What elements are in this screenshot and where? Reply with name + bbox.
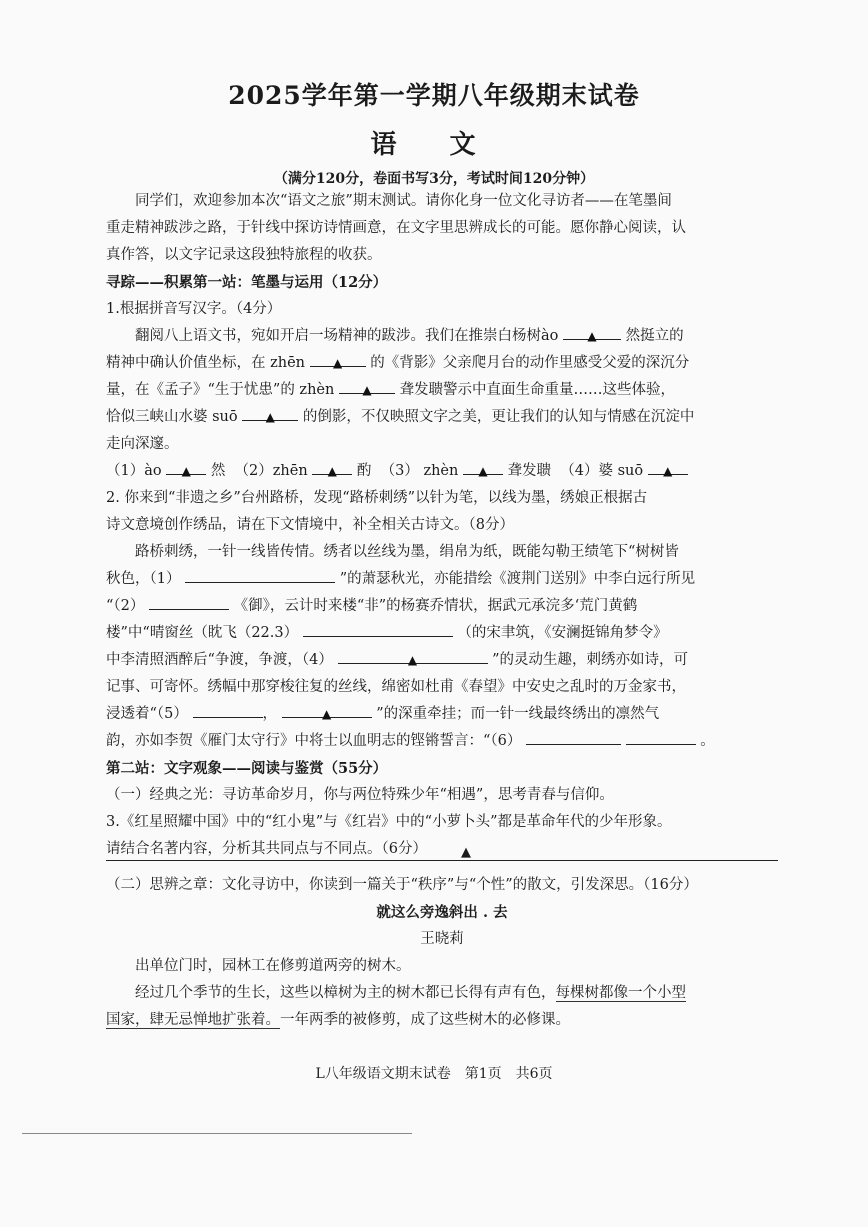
essay-title: 就这么旁逸斜出 . 去 xyxy=(376,904,508,921)
intro-line: 同学们，欢迎参加本次“语文之旅”期末测试。请你化身一位文化寻访者——在笔墨间 xyxy=(135,193,672,209)
q2-line: 秋色，（1） ”的萧瑟秋光，亦能措绘《渡荆门送别》中李白远行所见 xyxy=(106,566,778,593)
intro-line: 真作答，以文字记录这段独特旅程的收获。 xyxy=(106,247,382,263)
triangle-marker-icon: ▲ xyxy=(587,329,597,343)
underlined-text: 国家，肆无忌惮地扩张着。 xyxy=(106,1012,280,1028)
underlined-text: 每棵树都像一个小型 xyxy=(555,985,686,1001)
answer-blank[interactable] xyxy=(626,728,696,745)
triangle-marker-icon: ▲ xyxy=(181,464,191,478)
exam-title: 2025学年第一学期八年级期末试卷 xyxy=(228,81,640,110)
answer-blank[interactable] xyxy=(526,728,621,745)
q1-line: 恰似三峡山水婆 suō ▲ 的倒影，不仅映照文字之美，更让我们的认知与情感在沉淀中 xyxy=(106,404,778,431)
q3-line: 请结合名著内容，分析其共同点与不同点。（6分） xyxy=(106,841,427,857)
exam-body xyxy=(106,188,778,863)
q3-line: 3.《红星照耀中国》中的“红小鬼”与《红岩》中的“小萝卜头”都是革命年代的少年形象。 xyxy=(106,814,672,830)
q1-line: 翻阅八上语文书，宛如开启一场精神的跋涉。我们在推崇白杨树ào ▲ 然挺立的 xyxy=(106,323,778,350)
essay-paragraph: 经过几个季节的生长，这些以樟树为主的树木都已长得有声有色，每棵树都像一个小型 xyxy=(135,985,686,1001)
q1-line: 量，在《孟子》“生于忧患”的 zhèn ▲ 聋发聩警示中直面生命重量……这些体验， xyxy=(106,377,778,404)
answer-blank[interactable] xyxy=(339,377,395,397)
triangle-marker-icon: ▲ xyxy=(265,410,275,424)
answer-line[interactable] xyxy=(106,860,778,861)
answer-blank[interactable] xyxy=(193,701,263,718)
answer-blank[interactable] xyxy=(310,350,366,370)
intro-line: 重走精神跋涉之路，于针线中探访诗情画意，在文字里思辨成长的可能。愿你静心阅读，认 xyxy=(106,220,686,236)
part2-heading: （二）思辨之章：文化寻访中，你读到一篇关于“秩序”与“个性”的散文，引发深思。（16分） xyxy=(106,877,698,893)
answer-blank[interactable] xyxy=(563,323,621,343)
essay-paragraph: 国家，肆无忌惮地扩张着。一年两季的被修剪，成了这些树木的必修课。 xyxy=(106,1012,570,1028)
subject-title: 语 文 xyxy=(370,130,498,160)
answer-blank[interactable] xyxy=(338,647,488,667)
exam-meta: （满分120分，卷面书写3分，考试时间120分钟） xyxy=(273,171,595,187)
q2-line: 路桥刺绣，一针一线皆传情。绣者以丝线为墨，绢帛为纸，既能勾勒王绩笔下“树树皆 xyxy=(135,544,679,560)
answer-blank[interactable] xyxy=(648,458,688,478)
answer-blank[interactable] xyxy=(166,458,206,478)
triangle-marker-icon: ▲ xyxy=(663,464,673,478)
q1-line: 走向深邃。 xyxy=(106,436,179,452)
q2-line: “（2） 《御》，云计时来楼“非”的杨赛乔情状，据武元承浣多‘荒门黄鹤 xyxy=(106,593,778,620)
q1-line: 精神中确认价值坐标，在 zhēn ▲ 的《背影》父亲爬月台的动作里感受父爱的深沉分 xyxy=(106,350,778,377)
triangle-marker-icon: ▲ xyxy=(407,653,418,667)
triangle-marker-icon: ▲ xyxy=(321,707,332,721)
page-footer: L八年级语文期末试卷 第1页 共6页 xyxy=(315,1066,553,1082)
q2-line: 楼”中“晴窗丝（眈飞（22.3） （的宋聿筑，《安澜挺锦角梦令》 xyxy=(106,620,778,647)
triangle-marker-icon: ▲ xyxy=(362,383,372,397)
q2-line: 浸透着“（5） ， ▲ ”的深重牵挂；而一针一线最终绣出的凛然气 xyxy=(106,701,778,728)
answer-blank[interactable] xyxy=(463,458,503,478)
station1-heading: 寻踪——积累第一站：笔墨与运用（12分） xyxy=(106,274,388,291)
answer-blank[interactable] xyxy=(312,458,352,478)
divider xyxy=(22,1133,412,1134)
triangle-marker-icon: ▲ xyxy=(327,464,337,478)
q2-line: 2. 你来到“非遗之乡”台州路桥，发现“路桥刺绣”以针为笔，以线为墨，绣娘正根据古 xyxy=(106,490,648,506)
triangle-marker-icon: ▲ xyxy=(461,845,471,860)
q2-line: 中李清照酒醉后“争渡，争渡，（4） ▲ ”的灵动生趣，刺绣亦如诗，可 xyxy=(106,647,778,674)
triangle-marker-icon: ▲ xyxy=(478,464,488,478)
answer-blank[interactable] xyxy=(242,404,298,424)
answer-blank[interactable] xyxy=(282,701,372,721)
answer-blank[interactable] xyxy=(185,566,335,583)
part1-heading: （一）经典之光：寻访革命岁月，你与两位特殊少年“相遇”，思考青春与信仰。 xyxy=(106,787,614,803)
essay-author: 王晓莉 xyxy=(420,931,464,947)
answer-blank[interactable] xyxy=(149,593,229,610)
station2-heading: 第二站：文字观象——阅读与鉴赏（55分） xyxy=(106,760,388,777)
q2-line: 诗文意境创作绣品，请在下文情境中，补全相关古诗文。（8分） xyxy=(106,517,514,533)
triangle-marker-icon: ▲ xyxy=(333,356,343,370)
answer-blank[interactable] xyxy=(303,620,453,637)
q2-line: 韵，亦如李贺《雁门太守行》中将士以血明志的铿锵誓言：“（6） 。 xyxy=(106,728,778,755)
q2-line: 记事、可寄怀。绣幅中那穿梭往复的丝线，绵密如杜甫《春望》中安史之乱时的万金家书， xyxy=(106,679,686,695)
q1-title: 1.根据拼音写汉字。（4分） xyxy=(106,301,282,317)
essay-paragraph: 出单位门时，园林工在修剪道两旁的树木。 xyxy=(135,958,411,974)
q1-answer-row: （1）ào ▲ 然 （2）zhēn ▲ 酌 （3） zhèn ▲ 聋发聩 （4）婆 suō ▲ xyxy=(106,458,778,485)
essay-section xyxy=(106,872,778,1034)
